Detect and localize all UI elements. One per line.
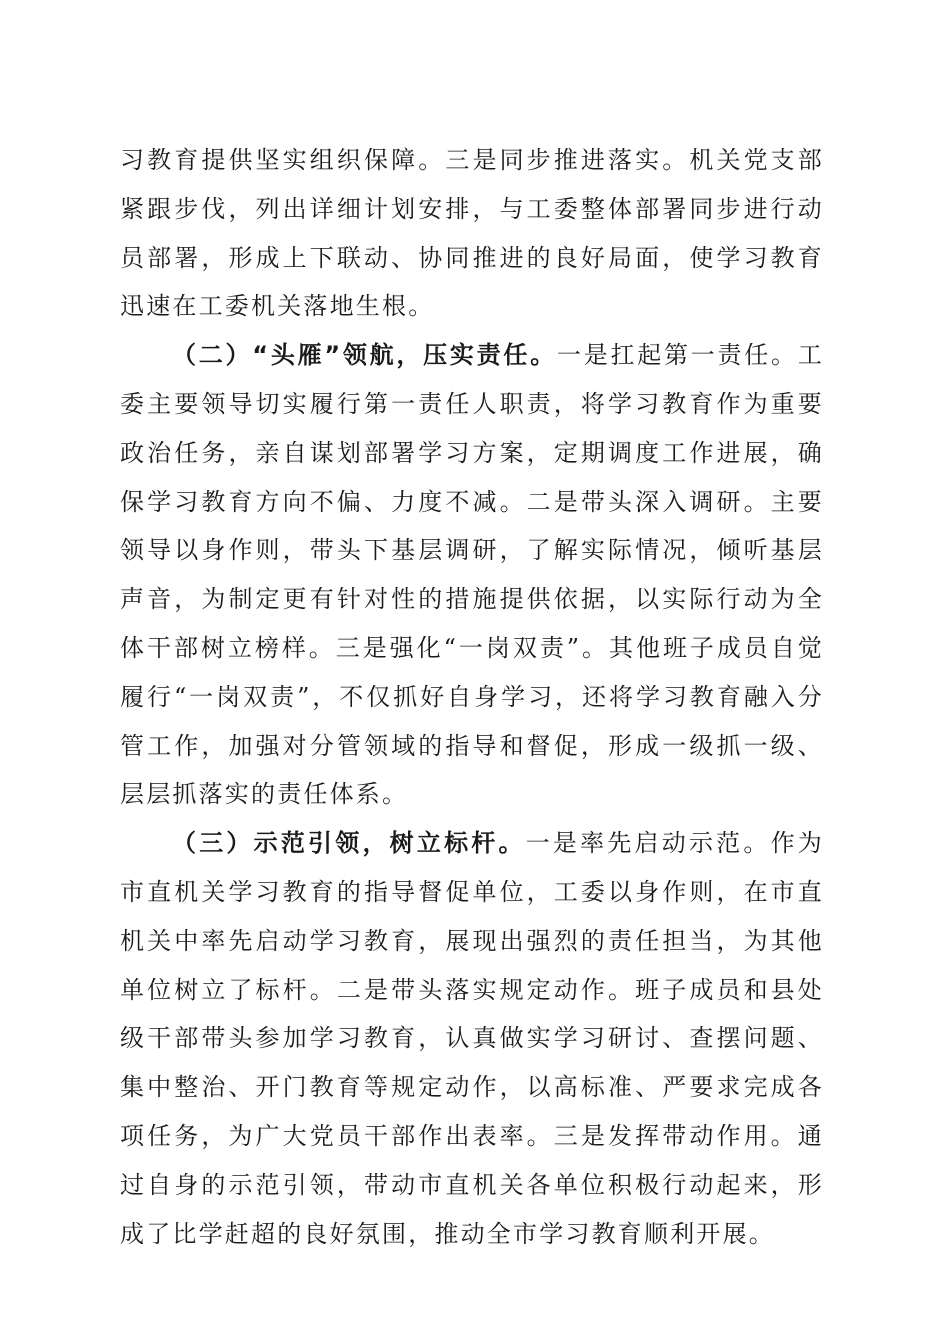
paragraph-continuation [120, 136, 824, 331]
paragraph-section-three [120, 819, 824, 1258]
paragraph-text: 一是扛起第一责任。工委主要领导切实履行第一责任人职责，将学习教育作为重要政治任务，亲自谋划部署学习方案，定期调度工作进展，确保学习教育方向不偏、力度不减。二是带头深入调研。主要领导以身作则，带头下基层调研，了解实际情况，倾听基层声音，为制定更有针对性的措施提供依据，以实际行动为全体干部树立榜样。三是强化“一岗双责”。其他班子成员自觉履行“一岗双责”，不仅抓好自身学习，还将学习教育融入分管工作，加强对分管领域的指导和督促，形成一级抓一级、层层抓落实的责任体系。 [120, 341, 825, 809]
section-heading: （二）“头雁”领航，压实责任。 [172, 341, 557, 370]
paragraph-text: 习教育提供坚实组织保障。三是同步推进落实。机关党支部紧跟步伐，列出详细计划安排，与工委整体部署同步进行动员部署，形成上下联动、协同推进的良好局面，使学习教育迅速在工委机关落地生根。 [120, 146, 824, 321]
section-heading: （三）示范引领，树立标杆。 [172, 829, 526, 858]
paragraph-section-two [120, 331, 824, 819]
document-body [120, 136, 824, 1258]
paragraph-text: 一是率先启动示范。作为市直机关学习教育的指导督促单位，工委以身作则，在市直机关中率先启动学习教育，展现出强烈的责任担当，为其他单位树立了标杆。二是带头落实规定动作。班子成员和县处级干部带头参加学习教育，认真做实学习研讨、查摆问题、集中整治、开门教育等规定动作，以高标准、严要求完成各项任务，为广大党员干部作出表率。三是发挥带动作用。通过自身的示范引领，带动市直机关各单位积极行动起来，形成了比学赶超的良好氛围，推动全市学习教育顺利开展。 [120, 829, 824, 1248]
